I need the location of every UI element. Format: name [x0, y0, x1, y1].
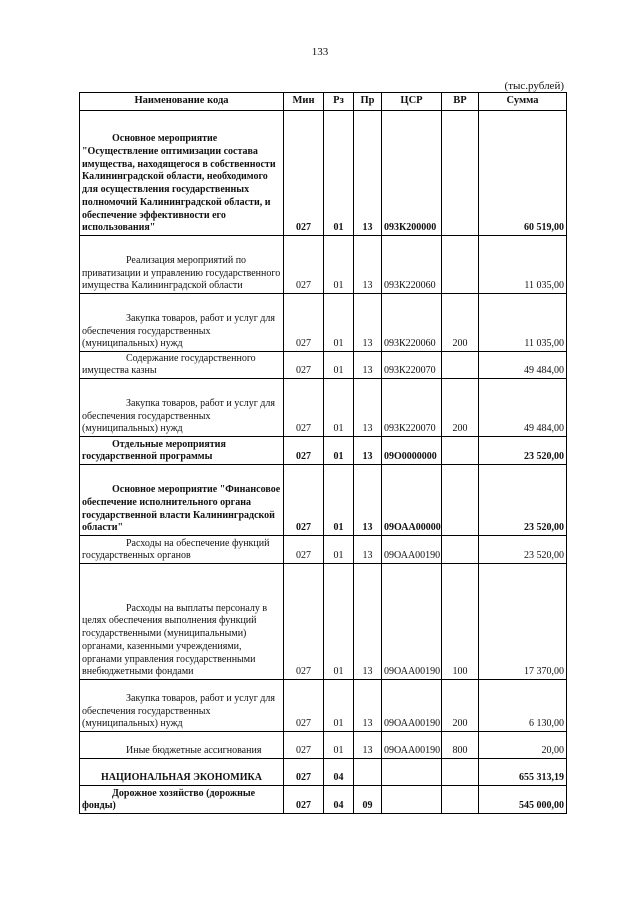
table-row: [80, 536, 567, 564]
table-row: [80, 564, 567, 680]
cell-vr: 200: [442, 379, 479, 437]
header-name: Наименование кода: [80, 93, 284, 111]
cell-pr: 13: [354, 111, 382, 236]
cell-sum: 49 484,00: [479, 379, 567, 437]
cell-sum: 23 520,00: [479, 536, 567, 564]
table-row: [80, 786, 567, 814]
cell-vr: [442, 437, 479, 465]
table-row: [80, 759, 567, 786]
cell-vr: 800: [442, 732, 479, 759]
cell-pr: [354, 759, 382, 786]
cell-rz: 01: [324, 564, 354, 680]
header-sum: Сумма: [479, 93, 567, 111]
cell-sum: 23 520,00: [479, 437, 567, 465]
cell-rz: 01: [324, 236, 354, 294]
cell-rz: 04: [324, 786, 354, 814]
cell-name: НАЦИОНАЛЬНАЯ ЭКОНОМИКА: [80, 759, 284, 786]
cell-rz: 01: [324, 536, 354, 564]
header-vr: ВР: [442, 93, 479, 111]
cell-pr: 13: [354, 437, 382, 465]
cell-name: Реализация мероприятий по приватизации и управлению государственного имущества Калининградской области: [80, 236, 284, 294]
cell-pr: 13: [354, 732, 382, 759]
cell-csr: [382, 786, 442, 814]
cell-vr: 200: [442, 294, 479, 352]
cell-name: Закупка товаров, работ и услуг для обеспечения государственных (муниципальных) нужд: [80, 294, 284, 352]
cell-sum: 17 370,00: [479, 564, 567, 680]
page-number: 133: [311, 46, 329, 58]
cell-csr: 093К200000: [382, 111, 442, 236]
cell-sum: 6 130,00: [479, 680, 567, 732]
cell-sum: 545 000,00: [479, 786, 567, 814]
table-row: [80, 732, 567, 759]
cell-name: Закупка товаров, работ и услуг для обеспечения государственных (муниципальных) нужд: [80, 680, 284, 732]
cell-pr: 13: [354, 294, 382, 352]
cell-rz: 01: [324, 732, 354, 759]
cell-vr: [442, 236, 479, 294]
cell-sum: 49 484,00: [479, 352, 567, 379]
table-row: [80, 236, 567, 294]
cell-pr: 13: [354, 352, 382, 379]
cell-pr: 13: [354, 680, 382, 732]
cell-csr: 09О0000000: [382, 437, 442, 465]
cell-csr: 09ОАА00190: [382, 680, 442, 732]
table-row: [80, 379, 567, 437]
table-body: [80, 111, 567, 814]
cell-sum: 11 035,00: [479, 236, 567, 294]
cell-vr: [442, 111, 479, 236]
cell-name: Расходы на обеспечение функций государственных органов: [80, 536, 284, 564]
cell-csr: 09ОАА00190: [382, 564, 442, 680]
cell-csr: 09ОАА00000: [382, 465, 442, 536]
cell-sum: 11 035,00: [479, 294, 567, 352]
cell-min: 027: [284, 294, 324, 352]
cell-min: 027: [284, 786, 324, 814]
cell-rz: 01: [324, 294, 354, 352]
cell-name: Основное мероприятие "Осуществление оптимизации состава имущества, находящегося в собственности Калининградской области, необходимого для осуществления государственных полномочий Калининградской области, и обеспечение эффективности его использования": [80, 111, 284, 236]
cell-name: Закупка товаров, работ и услуг для обеспечения государственных (муниципальных) нужд: [80, 379, 284, 437]
table-row: [80, 437, 567, 465]
cell-rz: 01: [324, 465, 354, 536]
cell-min: 027: [284, 379, 324, 437]
cell-min: 027: [284, 236, 324, 294]
cell-pr: 13: [354, 236, 382, 294]
cell-csr: 093К220070: [382, 352, 442, 379]
table-row: [80, 352, 567, 379]
cell-rz: 01: [324, 379, 354, 437]
cell-pr: 13: [354, 564, 382, 680]
cell-pr: 13: [354, 465, 382, 536]
cell-min: 027: [284, 680, 324, 732]
cell-csr: 093К220070: [382, 379, 442, 437]
cell-csr: 09ОАА00190: [382, 536, 442, 564]
cell-min: 027: [284, 564, 324, 680]
cell-sum: 20,00: [479, 732, 567, 759]
cell-vr: 200: [442, 680, 479, 732]
cell-name: Расходы на выплаты персоналу в целях обеспечения выполнения функций государственными (муниципальными) органами, казенными учреждениями, органами управления государственными внебюджетными фондами: [80, 564, 284, 680]
cell-csr: [382, 759, 442, 786]
cell-name: Дорожное хозяйство (дорожные фонды): [80, 786, 284, 814]
cell-rz: 01: [324, 352, 354, 379]
header-pr: Пр: [354, 93, 382, 111]
cell-sum: 655 313,19: [479, 759, 567, 786]
cell-min: 027: [284, 111, 324, 236]
cell-min: 027: [284, 732, 324, 759]
unit-label: (тыс.рублей): [504, 80, 564, 92]
cell-vr: 100: [442, 564, 479, 680]
cell-name: Основное мероприятие "Финансовое обеспечение исполнительного органа государственной власти Калининградской области": [80, 465, 284, 536]
cell-min: 027: [284, 465, 324, 536]
cell-vr: [442, 536, 479, 564]
table-row: [80, 111, 567, 236]
cell-min: 027: [284, 759, 324, 786]
cell-csr: 09ОАА00190: [382, 732, 442, 759]
cell-vr: [442, 786, 479, 814]
cell-rz: 01: [324, 437, 354, 465]
cell-pr: 13: [354, 536, 382, 564]
cell-name: Содержание государственного имущества казны: [80, 352, 284, 379]
cell-min: 027: [284, 352, 324, 379]
cell-pr: 09: [354, 786, 382, 814]
cell-name: Иные бюджетные ассигнования: [80, 732, 284, 759]
cell-name: Отдельные мероприятия государственной программы: [80, 437, 284, 465]
cell-pr: 13: [354, 379, 382, 437]
cell-min: 027: [284, 536, 324, 564]
cell-vr: [442, 465, 479, 536]
table-row: [80, 465, 567, 536]
cell-csr: 093К220060: [382, 294, 442, 352]
cell-sum: 60 519,00: [479, 111, 567, 236]
cell-rz: 04: [324, 759, 354, 786]
cell-vr: [442, 352, 479, 379]
cell-rz: 01: [324, 680, 354, 732]
cell-csr: 093К220060: [382, 236, 442, 294]
table-row: [80, 294, 567, 352]
cell-vr: [442, 759, 479, 786]
table-row: [80, 680, 567, 732]
header-min: Мин: [284, 93, 324, 111]
table-header-row: [80, 93, 567, 111]
cell-min: 027: [284, 437, 324, 465]
cell-sum: 23 520,00: [479, 465, 567, 536]
budget-table: [79, 92, 567, 814]
cell-rz: 01: [324, 111, 354, 236]
header-rz: Рз: [324, 93, 354, 111]
header-csr: ЦСР: [382, 93, 442, 111]
